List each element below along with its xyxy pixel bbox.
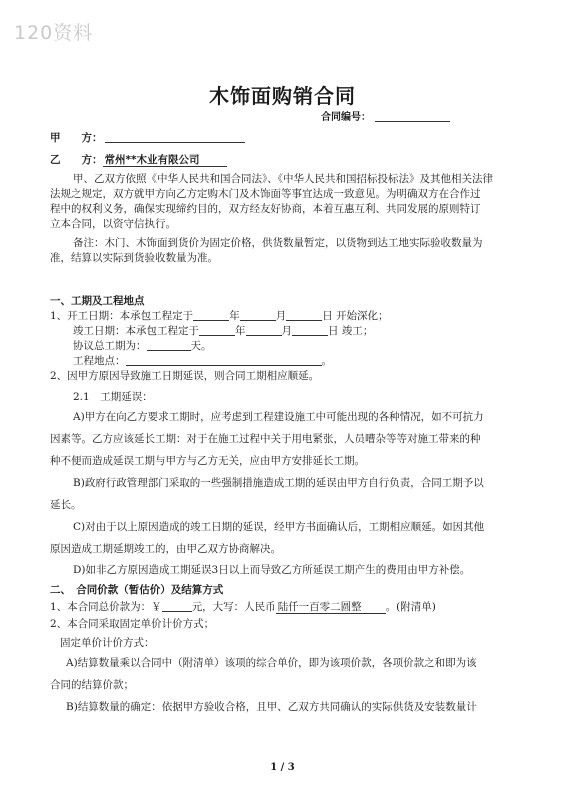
intro-line: 法规之规定，双方就甲方向乙方定购木门及木饰面等事宜达成一致意见。为明确双方在合作过 [50, 188, 481, 200]
total-price-end: 。(附清单) [385, 601, 436, 613]
fixed-b-line: B)结算数量的确定：依据甲方验收合格，且甲、乙双方共同确认的实际供货及安装数量计 [66, 701, 477, 713]
total-days-blank[interactable] [147, 340, 191, 351]
amount-words-label: 元，大写：人民币 [191, 601, 276, 613]
year-label: 年 [235, 325, 246, 337]
pricing-method-item: 2、本合同采取固定单价计价方式； [50, 618, 215, 630]
location-end: 。 [321, 355, 332, 367]
fixed-price-heading: 固定单价计价方式： [60, 637, 155, 649]
fixed-a-line: A)结算数量乘以合同中（附清单）该项的综合单价，即为该项价款，各项价款之和即为该 [66, 657, 477, 669]
party-b-label: 乙 方： [50, 154, 103, 166]
party-b-name: 常州**木业有限公司 [103, 154, 228, 167]
contract-number-label: 合同编号： [321, 112, 371, 123]
fixed-a-line: 合同的结算价款； [50, 679, 134, 691]
note-line: 备注：木门、木饰面到货价为固定价格，供货数量暂定，以货物到达工地实际验收数量为 [73, 237, 483, 249]
document-title: 木饰面购销合同 [209, 84, 356, 108]
clause-b-line: 延长。 [50, 499, 82, 511]
finish-date-row [73, 324, 373, 338]
intro-line: 立本合同，以资守信执行。 [50, 218, 176, 230]
start-date-end: 开始深化； [336, 310, 389, 322]
party-a-blank[interactable] [105, 132, 245, 143]
section2-heading: 二、 合同价款（暂估价）及结算方式 [50, 584, 224, 596]
clause-b-line: B)政府行政管理部门采取的一些强制措施造成工期的延误由甲方自行负责，合同工期予以 [73, 477, 484, 489]
section1-heading: 一、工期及工程地点 [50, 295, 145, 307]
start-date-row [50, 309, 389, 323]
intro-line: 程中的权利义务，确保实现缔约目的，双方经友好协商，本着互惠互利、共同发展的原则特订 [50, 203, 481, 215]
day-label: 日 [322, 310, 333, 322]
clause-c-line: 原因造成工期延期竣工的，由甲乙双方协商解决。 [50, 543, 281, 555]
clause-c-line: C)对由于以上原因造成的竣工日期的延误，经甲方书面确认后，工期相应顺延。如因其他 [73, 521, 485, 533]
finish-day-blank[interactable] [292, 325, 328, 336]
note-line: 准，结算以实际到货验收数量为准。 [50, 252, 218, 264]
start-year-blank[interactable] [193, 310, 229, 321]
finish-year-blank[interactable] [199, 325, 235, 336]
year-label: 年 [229, 310, 240, 322]
location-blank[interactable] [126, 355, 322, 366]
location-label: 工程地点： [73, 355, 126, 367]
watermark: 120资料 [14, 22, 94, 44]
total-days-unit: 天。 [190, 340, 212, 352]
finish-date-end: 竣工； [341, 325, 374, 337]
day-label: 日 [328, 325, 339, 337]
start-date-label: 1、开工日期：本承包工程定于 [50, 310, 194, 322]
month-label: 月 [275, 310, 287, 322]
party-a-row [50, 131, 245, 145]
clause-a-line: 因素等。乙方应该延长工期：对于在施工过程中关于用电紧张，人员嘈杂等等对施工带来的种 [50, 433, 481, 445]
total-days-label: 协议总工期为： [73, 340, 147, 352]
clause-d-line: D)如非乙方原因造成工期延误3日以上而导致乙方所延误工期产生的费用由甲方补偿。 [73, 564, 471, 576]
clause-a-line: 种不便而造成延误工期与甲方与乙方无关，应由甲方安排延长工期。 [50, 455, 365, 467]
finish-date-label: 竣工日期：本承包工程定于 [73, 325, 199, 337]
clause-a-line: A)甲方在向乙方要求工期时，应考虑到工程建设施工中可能出现的各种情况，如不可抗力 [73, 411, 484, 423]
intro-line: 甲、乙双方依照《中华人民共和国合同法》、《中华人民共和国招标投标法》及其他相关法律 [73, 173, 493, 185]
total-price-row [50, 600, 436, 614]
finish-month-blank[interactable] [246, 325, 282, 336]
total-days-row [73, 339, 212, 353]
contract-number-blank[interactable] [375, 112, 450, 122]
start-month-blank[interactable] [240, 310, 276, 321]
delay-item: 2、因甲方原因导致施工日期延误，则合同工期相应顺延。 [50, 370, 320, 382]
start-day-blank[interactable] [286, 310, 322, 321]
party-a-label: 甲 方： [50, 132, 103, 144]
total-price-blank[interactable] [162, 601, 192, 612]
delay-subheading: 2.1 工期延误： [73, 391, 153, 403]
location-row [73, 354, 332, 368]
party-b-row [50, 153, 227, 167]
total-price-label: 1、本合同总价款为：￥ [50, 601, 162, 613]
contract-number [321, 108, 450, 123]
month-label: 月 [281, 325, 292, 337]
page-number: 1 / 3 [270, 762, 295, 773]
amount-words: 陆仟一百零二圆整 [276, 601, 386, 614]
